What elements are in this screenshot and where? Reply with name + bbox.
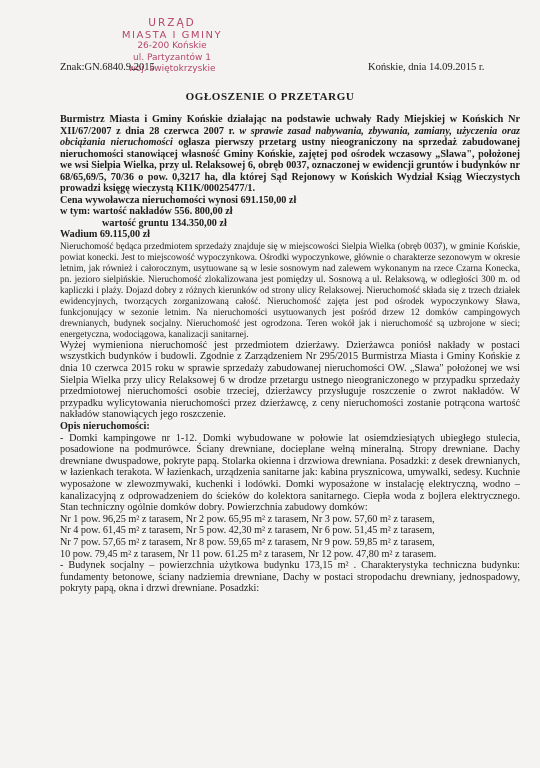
- stamp-line-street: ul. Partyzantów 1: [133, 52, 211, 63]
- price-improvements: w tym: wartość nakładów 556. 800,00 zł: [60, 206, 233, 218]
- intro-text-2: ogłasza pierwszy przetarg ustny nieograniczony na sprzedaż zabudowanej nieruchomości stanowiącej własność Gminy Końskie, zajętej pod ośrodek wczasowy „Slawa", położonej we wsi Sielpia Wielka, przy ul. Relaksowej 6, obręb 0037, oznaczonej w ewidencji gruntów i budynków nr 68/65,69/5, 70/36 o pow. 0,3217 ha, dla której Sąd Rejonowy w Końskich Wydział Ksiąg Wieczystych prowadzi księgę wieczystą KI1K/00025477/1.: [60, 137, 521, 194]
- document-title: OGŁOSZENIE O PRZETARGU: [185, 91, 355, 103]
- cabin-area-row-4: 10 pow. 79,45 m² z tarasem, Nr 11 pow. 61.25 m² z tarasem, Nr 12 pow. 47,80 m² z tarasem.: [60, 548, 437, 560]
- intro-paragraph: [60, 114, 520, 195]
- price-land: wartość gruntu 134.350,00 zł: [102, 217, 227, 229]
- intro-text-italic: w sprawie zasad nabywania, zbywania, zamiany, użyczenia oraz obciążania nieruchomości: [60, 125, 521, 148]
- description-paragraph-1: Nieruchomość będąca przedmiotem sprzedaży znajduje się w miejscowości Sielpia Wielka (obręb 0037), w gminie Końskie, powiat konecki. Jest to miejscowość wypoczynkowa. Ośrodki wypoczynkowe, głównie o charakterze sezonowym w okresie letnim, jak również i całorocznym, usytuowane są w lesie sosnowym nad zalewem wykonanym na rzece Czarna Konecka, pn. jezioro sielpińskie. Nieruchomość zlokalizowana jest pomiędzy ul. Sosnową a ul. Relaksową, w odległości 300 m. od kapliczki i plaży. Dojazd dobry z różnych kierunków od strony ulicy Relaksowej. Nieruchomość składa się z trzech działek ewidencyjnych, tworzących zorganizowaną całość. Nieruchomość zajęta jest pod ośrodek wypoczynkowy Sława, funkcjonujący w sezonie letnim. Na nieruchomości usytuowanych jest pośród drzew 12 domków campingowych drewnianych, budynek socjalny. Nieruchomość jest ogrodzona. Teren wokół jak i nieruchomość są uzbrojone w sieci; energetyczna, wodociągowa, kanalizacji sanitarnej.: [60, 240, 520, 339]
- description-paragraph-2: Wyżej wymieniona nieruchomość jest przedmiotem dzierżawy. Dzierżawca poniósł nakłady w postaci wszystkich budynków i budowli. Zgodnie z Zarządzeniem Nr 295/2015 Burmistrza Miasta i Gminy Końskie z dnia 10 czerwca 2015 roku w sprawie sprzedaży zabudowanej nieruchomości OW. „Slawa" położonej we wsi Sielpia Wielka przy ulicy Relaksowej 6 w drodze przetargu ustnego nieograniczonego w przypadku sprzedaży przedmiotowej nieruchomości osobie trzeciej, dzierżawcy przysługuje roszczenie o zwrot nakładów. W przypadku wylicytowania nieruchomości przez dzierżawcę, z ceny nieruchomości zostanie potrącona wartość nakładów stanowiących jego roszczenie.: [60, 339, 520, 421]
- document-body: [60, 114, 520, 595]
- reference-number: Znak:GN.6840.9.2015: [60, 62, 155, 73]
- cabin-area-row-3: Nr 7 pow. 57,65 m² z tarasem, Nr 8 pow. 59,65 m² z tarasem, Nr 9 pow. 59,85 m² z tarasem,: [60, 536, 435, 548]
- document-date: Końskie, dnia 14.09.2015 r.: [368, 62, 485, 73]
- cabins-description: - Domki kampingowe nr 1-12. Domki wybudowane w połowie lat osiemdziesiątych ubiegłego stulecia, posadowione na podmurówce. Ściany drewniane, docieplane wełną mineralną. Stropy drewniane. Dachy drewniane dwuspadowe, pokryte papą. Stolarka okienna i drzwiowa drewniana. Posadzki: z desek drewnianych, w łazienkach terakota. W łazienkach, urządzenia sanitarne jak: kabina prysznicowa, umywalki, sedesy. Kuchnie wyposażone w zlewozmywaki, kuchenki i lodówki. Domki wyposażone w instalację elektryczną, wodno – kanalizacyjną z odprowadzeniem do ścieków do kolektora sanitarnego. Ciepła woda z bojlera elektrycznego. Stan techniczny ogólnie domków dobry. Powierzchnia zabudowy domków:: [60, 432, 520, 514]
- property-description-heading: Opis nieruchomości:: [60, 421, 150, 433]
- stamp-line-province: woj. świętokrzyskie: [128, 64, 216, 74]
- social-building-description: - Budynek socjalny – powierzchnia użytkowa budynku 173,15 m² . Charakterystyka techniczna budynku: fundamenty betonowe, ściany nadziemia drewniane, Dachy w postaci stropodachu drewniany, jednospadowy, pokryty papą, okna i drzwi drewniane. Posadzki:: [60, 560, 520, 595]
- price-starting: Cena wywoławcza nieruchomości wynosi 691.150,00 zł: [60, 194, 297, 206]
- stamp-line-office: URZĄD: [148, 17, 196, 29]
- deposit-amount: Wadium 69.115,00 zł: [60, 229, 150, 241]
- intro-text-1: Burmistrz Miasta i Gminy Końskie działając na podstawie uchwały Rady Miejskiej w Końskich Nr XII/67/2007 z dnia 28 czerwca 2007 r.: [60, 114, 520, 137]
- cabin-area-row-1: Nr 1 pow. 96,25 m² z tarasem, Nr 2 pow. 65,95 m² z tarasem, Nr 3 pow. 57,60 m² z tarasem,: [60, 513, 435, 525]
- stamp-line-postcode: 26-200 Końskie: [137, 41, 207, 51]
- cabin-area-row-2: Nr 4 pow. 61,45 m² z tarasem, Nr 5 pow. 42,30 m² z tarasem, Nr 6 pow. 51,45 m² z tarasem,: [60, 525, 435, 537]
- stamp-line-city: MIASTA I GMINY: [121, 29, 223, 41]
